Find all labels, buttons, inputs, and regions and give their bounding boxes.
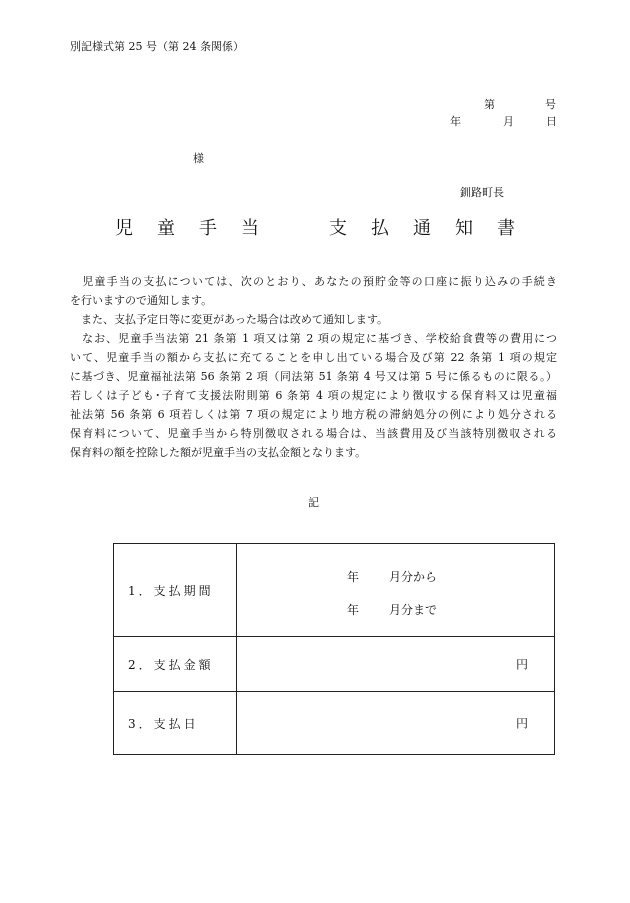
- body-line: 若しくは子ども･子育て支援法附則第 6 条第 4 項の規定により徴収する保育料又は児童福: [70, 389, 557, 402]
- body-line: 保育料の額を控除した額が児童手当の支払金額となります。: [70, 446, 367, 459]
- payment-amount-label: 2．支払金額: [114, 637, 237, 692]
- body-line: なお、児童手当法第 21 条第 1 項又は第 2 項の規定に基づき、学校給食費等の費用につ: [70, 332, 557, 345]
- title-part-1: 児 童 手 当: [115, 218, 259, 239]
- body-line: 祉法第 56 条第 6 項若しくは第 7 項の規定により地方税の滞納処分の例により処分される: [70, 408, 557, 421]
- payment-date-field[interactable]: [237, 692, 555, 755]
- document-title: [0, 214, 630, 240]
- payment-amount-field[interactable]: [237, 637, 555, 692]
- date-year-label: 年: [450, 115, 461, 128]
- issue-date-line: [450, 113, 557, 129]
- body-line: を行いますので通知します。: [70, 294, 213, 307]
- payment-date-label: 3．支払日: [114, 692, 237, 755]
- date-yen-unit: 円: [515, 716, 528, 731]
- date-month-label: 月: [503, 115, 514, 128]
- number-suffix: 号: [545, 98, 556, 111]
- amount-yen-unit: 円: [515, 657, 528, 672]
- body-line: 児童手当の支払については、次のとおり、あなたの預貯金等の口座に振り込みの手続き: [70, 275, 557, 288]
- payment-date-row: [114, 692, 555, 755]
- addressee-honorific: 様: [193, 152, 204, 165]
- body-line: に基づき、児童福祉法第 56 条第 2 項（同法第 51 条第 4 号又は第 5 号に係るものに限る。）: [70, 370, 557, 383]
- form-number: 別記様式第 25 号（第 24 条関係）: [70, 40, 244, 53]
- details-table: [113, 543, 555, 755]
- payment-amount-row: [114, 637, 555, 692]
- payment-period-label: 1．支払期間: [114, 544, 237, 637]
- body-line: いて、児童手当の額から支払に充てることを申し出ている場合及び第 22 条第 1 項の規定: [70, 351, 557, 364]
- body-text: [70, 272, 557, 462]
- period-from: 年 月分から: [347, 570, 438, 584]
- title-part-2: 支 払 通 知 書: [329, 218, 515, 239]
- body-line: 保育料について、児童手当から特別徴収される場合は、当該費用及び当該特別徴収される: [70, 427, 557, 440]
- body-line: また、支払予定日等に変更があった場合は改めて通知します。: [70, 313, 389, 326]
- document-number-line: [484, 96, 556, 112]
- payment-period-row: [114, 544, 555, 637]
- ki-heading: 記: [308, 496, 319, 509]
- period-to: 年 月分まで: [347, 603, 438, 617]
- number-prefix: 第: [484, 98, 495, 111]
- date-day-label: 日: [546, 115, 557, 128]
- payment-period-field[interactable]: [237, 544, 555, 637]
- issuer-name: 釧路町長: [460, 186, 504, 199]
